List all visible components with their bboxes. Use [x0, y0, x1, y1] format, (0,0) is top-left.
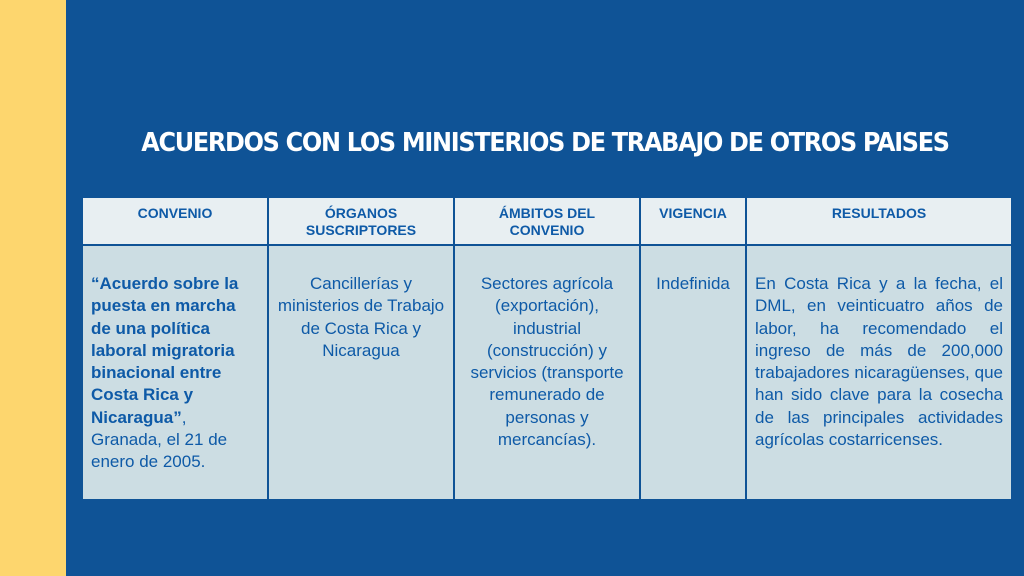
table-header-row — [82, 197, 1012, 245]
header-organos: ÓRGANOS SUSCRIPTORES — [268, 197, 454, 245]
header-convenio: CONVENIO — [82, 197, 268, 245]
agreements-table — [81, 196, 1013, 501]
accent-bar — [0, 0, 66, 576]
header-ambitos: ÁMBITOS DEL CONVENIO — [454, 197, 640, 245]
header-resultados: RESULTADOS — [746, 197, 1012, 245]
cell-convenio — [82, 245, 268, 500]
header-vigencia: VIGENCIA — [640, 197, 746, 245]
cell-ambitos: Sectores agrícola (exportación), industrial (construcción) y servicios (transporte remunerado de personas y mercancías). — [454, 245, 640, 500]
convenio-title: “Acuerdo sobre la puesta en marcha de una política laboral migratoria binacional entre Costa Rica y Nicaragua” — [91, 274, 239, 427]
table-row — [82, 245, 1012, 500]
cell-organos: Cancillerías y ministerios de Trabajo de Costa Rica y Nicaragua — [268, 245, 454, 500]
cell-resultados: En Costa Rica y a la fecha, el DML, en veinticuatro años de labor, ha recomendado el ingreso de más de 200,000 trabajadores nicaragüenses, que han sido clave para la cosecha de las principales actividades agrícolas costarricenses. — [746, 245, 1012, 500]
slide-title: ACUERDOS CON LOS MINISTERIOS DE TRABAJO DE OTROS PAISES — [141, 128, 949, 158]
cell-vigencia: Indefinida — [640, 245, 746, 500]
convenio-detail: , Granada, el 21 de enero de 2005. — [91, 407, 228, 472]
